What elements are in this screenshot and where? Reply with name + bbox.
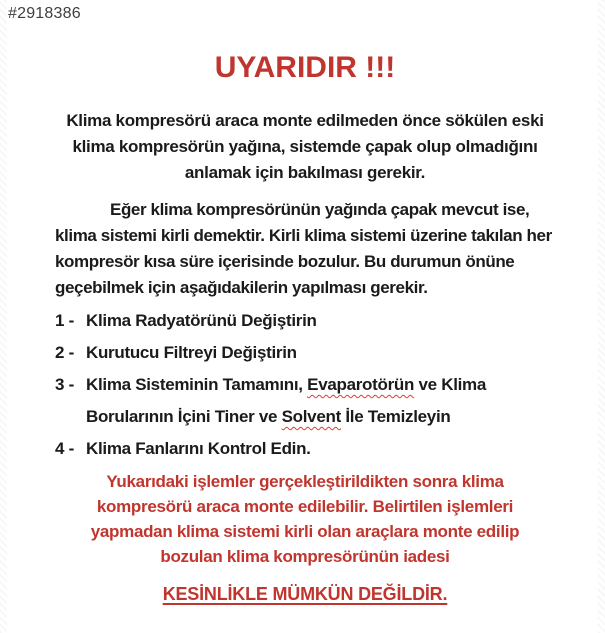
list-item-text-segment: Klima Sisteminin Tamamını,	[86, 375, 308, 394]
list-item-number: 3 -	[55, 375, 74, 394]
footer-paragraph: Yukarıdaki işlemler gerçekleştirildikten sonra klima kompresörü araca monte edilebilir. Belirtilen işlemleri yapmadan klima sistemi kirli olan araçlara monte edilip bozulan klima kompresörünün iadesi	[90, 472, 520, 566]
list-item-text-segment: İle Temizleyin	[340, 407, 451, 426]
list-item-1	[55, 305, 555, 337]
intro-paragraph: Klima kompresörü araca monte edilmeden önce sökülen eski klima kompresörün yağına, sistemde çapak olup olmadığını anlamak için bakılması gerekir.	[66, 111, 544, 182]
warning-title: UYARIDIR !!!	[214, 51, 396, 84]
misspelled-word: Solvent	[281, 407, 341, 426]
list-item-text: Klima Fanlarını Kontrol Edin.	[86, 439, 311, 458]
procedure-list	[55, 305, 555, 465]
body-paragraph: Eğer klima kompresörünün yağında çapak mevcut ise, klima sistemi kirli demektir. Kirli klima sistemi üzerine takılan her kompresör kısa süre içerisinde bozulur. Bu durumun önüne geçebilmek için aşağıdakilerin yapılması gerekir.	[55, 200, 552, 297]
misspelled-word: Evaparotörün	[307, 375, 415, 394]
list-item-text: Kurutucu Filtreyi Değiştirin	[86, 343, 297, 362]
list-item-2	[55, 337, 555, 369]
list-item-text: Klima Radyatörünü Değiştirin	[86, 311, 317, 330]
list-item-3	[55, 369, 555, 433]
list-item-text	[86, 369, 550, 433]
list-item-number: 1 -	[55, 311, 74, 330]
list-item-number: 2 -	[55, 343, 74, 362]
list-item-4	[55, 433, 555, 465]
final-warning-line: KESİNLİKLE MÜMKÜN DEĞİLDİR.	[162, 584, 448, 604]
photo-id-label: #2918386	[8, 5, 81, 22]
list-item-number: 4 -	[55, 439, 74, 458]
list-item-text-segment: ve Klima Borularının İçini Tiner ve	[86, 375, 487, 426]
